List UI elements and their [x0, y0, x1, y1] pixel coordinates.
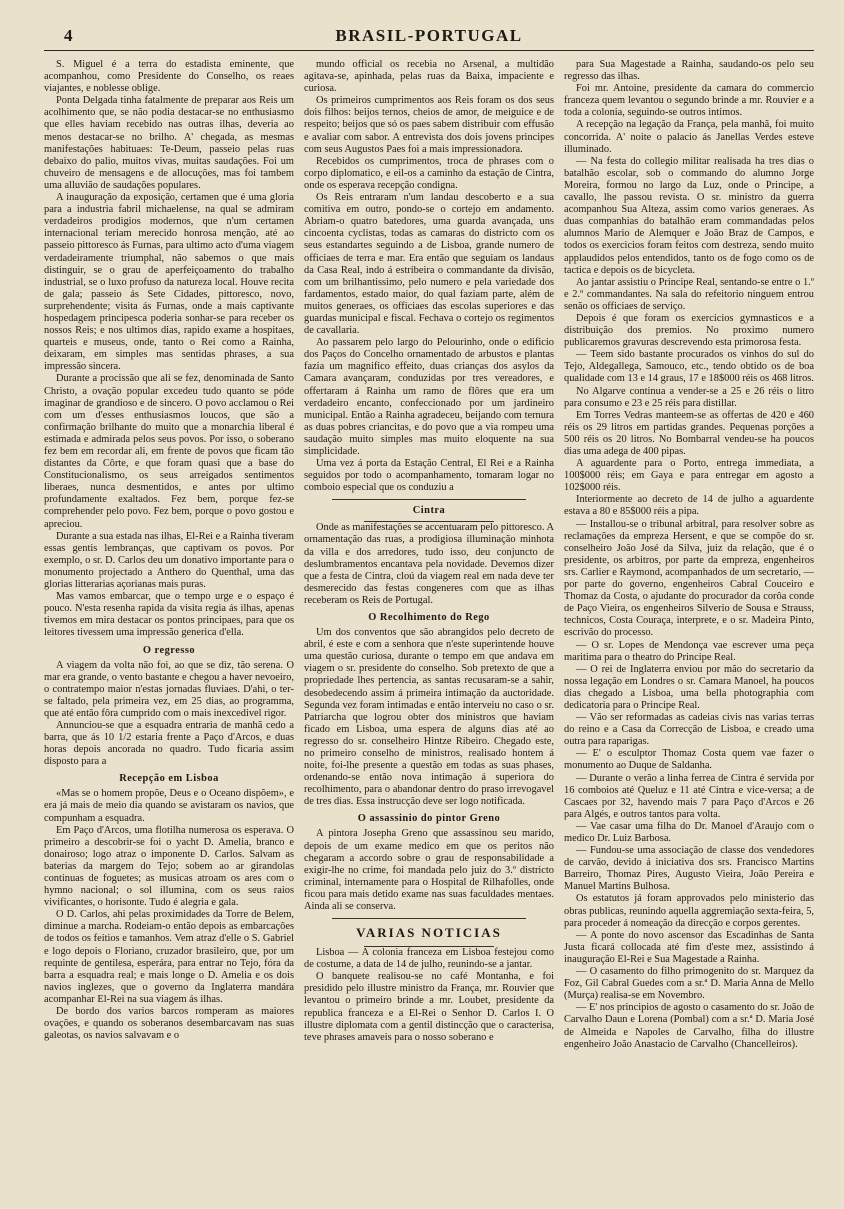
paragraph: De bordo dos varios barcos romperam as maiores ovações, e quando os soberanos desembarcavam nas suas galeotas, os navios salvavam e o — [44, 1006, 294, 1042]
paragraph: A pintora Josepha Greno que assassinou seu marido, depois de um exame medico em que os peritos não chegaram a accordo sobre o grau de responsabilidade a exigir-lhe no crime, foi mandada pelo juiz do 3.º districto criminal, internamente para o Hospital de Rilhafolles, onde ficou para mais detido exame nas suas faculdades mentaes. Ainda ali se conserva. — [304, 828, 554, 912]
paragraph: Interiormente ao decreto de 14 de julho a aguardente estava a 80 e 85$000 réis a pipa. — [564, 494, 814, 518]
paragraph: — Fundou-se uma associação de classe dos vendedores de carvão, devido á iniciativa dos srs. Francisco Martins Barreiro, Thomaz Pires, Augusto Vieira, João Pereira e Manuel Martins Bulhosa. — [564, 845, 814, 893]
column-1 — [44, 59, 294, 1209]
paragraph: A viagem da volta não foi, ao que se diz, tão serena. O mar era grande, o vento bastante e chegou a haver nevoeiro, o contratempo maior n'estas jornadas fluviaes. D'ahi, o ter-se faltado, pela primeira vez, em 25 dias, ao programma, que até então fôra cumprido com o mais inexcedivel rigor. — [44, 659, 294, 719]
paragraph: Os estatutos já foram approvados pelo ministerio das obras publicas, reunindo aquella aggremiação sexta-feira, 5, para proceder á nomeação da direcção e corpos gerentes. — [564, 893, 814, 929]
paragraph: Os primeiros cumprimentos aos Reis foram os dos seus dois filhos: beijos ternos, cheios de amor, de meiguice e de respeito; beijos que só os paes sabem distribuir com effusão e avaliar com sabor. A entrevista dos dois jovens principes com seus Augustos Paes foi a mais impressionadora. — [304, 95, 554, 155]
paragraph: Depois é que foram os exercicios gymnasticos e a distribuição dos premios. No proximo numero publicaremos gravuras descrevendo esta primorosa festa. — [564, 312, 814, 349]
paragraph: O D. Carlos, ahi pelas proximidades da Torre de Belem, diminue a marcha. Rodeiam-o então depois as embarcações de todos os feitios e tamanhos. Vem atraz d'elle o S. Gabriel e logo depois o Floriano, cruzador brasileiro, que, por um requinte de gentilesa, esperára, para entrar no Tejo, fóra da barra a esquadra real; e mais longe o D. Amelia e os dois navios inglezes, que o governo da Inglaterra mandára acompanhar El-Rei na sua viagem ás ilhas. — [44, 909, 294, 1005]
paragraph: Ao jantar assistiu o Principe Real, sentando-se entre o 1.º e 2.º commandantes. Na sala do refeitorio ninguem entrou senão os officiaes de serviço. — [564, 276, 814, 312]
paragraph: — Vão ser reformadas as cadeias civis nas varias terras do reino e a Casa da Correcção de Lisboa, e creado uma outra para raparigas. — [564, 712, 814, 748]
paragraph: Recebidos os cumprimentos, troca de phrases com o corpo diplomatico, e eil-os a caminho da estação de Cintra, onde os esperava recepção condigna. — [304, 155, 554, 191]
paragraph: Ponta Delgada tinha fatalmente de preparar aos Reis um acolhimento que, se não podia destacar-se no enthusiasmo que elles haviam recebido nas outras ilhas, deveria ao menos destacar-se no brilho. A' chegada, as mesmas manifestações habituaes: Te-Deum, passeio pelas ruas debaixo do palio, muitos vivas, muitas saudações. Foi um chuveiro de mensagens e de allocuções, mas foi tambem uma alluvião de saudações populares. — [44, 95, 294, 191]
paragraph: — Installou-se o tribunal arbitral, para resolver sobre as reclamações da empreza Hersent, e que se compõe do sr. conselheiro João José da Silva, juiz da relação, que é o presidente, os arbitros, por parte da empreza, engenheiros srs. Carlier e Raymond, acompanhados de um secretario, — por parte do governo, engenheiros Cabral Couceiro e Thomaz da Costa, o ajudante do procurador da corôa conde de Paço Vieira, os engenheiros Silverio de Sousa e Strauss, technicos, Costa Couraça, interprete, e o sr. Madeira Pinto, escrivão do processo. — [564, 518, 814, 639]
paragraph: Um dos conventos que são abrangidos pelo decreto de abril, é este e com a senhora que n'este superintende houve uma questão curiosa, durante o tempo em que andava em viagem o sr. presidente do conselho. Sob pretexto de que a propriedade lhes pertencia, as santas recusaram-se a sahir, desobedecendo assim á primeira intimação da auctoridade. Segunda vez foram intimadas e então interveiu no caso o sr. Patriarcha que logrou obter dos ministros que haviam ficado em Lisboa, uma espera de alguns dias até ao regresso do sr. conselheiro Hintze Ribeiro. Chegado este, no primeiro conselho de ministros, realisado hontem á noite, foi-lhe presente a questão em todas as suas phases, ordenando-se então nova intimação á superiora do recolhimento, para o abandonar dentro do praso irrevogavel de tres dias. Essa instrucção deve ser logo notificada. — [304, 627, 554, 808]
paragraph: Foi mr. Antoine, presidente da camara do commercio franceza quem levantou o segundo brinde a mr. Rouvier e a toda a colonia, seguindo-se outros intimos. — [564, 83, 814, 119]
paragraph: Ao passarem pelo largo do Pelourinho, onde o edificio dos Paços do Concelho ornamentado de arbustos e plantas fazia um magnifico effeito, duas crianças dos asylos da Camara avançaram, conduzidas por tres vereadores, e offertaram á Rainha um ramo de flôres que era um verdadeiro encanto, confeccionado por um jardineiro municipal. Então a Rainha agradeceu, beijando com ternura as duas pobres criancitas, e do povo que a via rompeu uma saudação muito simples mas muito eloquente na sua simplicidade. — [304, 337, 554, 457]
paragraph: O banquete realisou-se no café Montanha, e foi presidido pelo illustre ministro da França, mr. Rouvier que levantou o primeiro brinde a mr. Loubet, presidente da republica franceza e a El-Rei o Senhor D. Carlos I. O illustre diplomata com a gentil distincção que o caracterisa, teve phrases amaveis para o nosso soberano e — [304, 971, 554, 1043]
paragraph: — Teem sido bastante procurados os vinhos do sul do Tejo, Aldegallega, Samouco, etc., tendo obtido os de boa qualidade com 13 e 14 graus, 17 e 18$000 réis os 468 litros. — [564, 349, 814, 385]
paragraph: mundo official os recebia no Arsenal, a multidão agitava-se, apinhada, pelas ruas da Baixa, impaciente e curiosa. — [304, 59, 554, 95]
paragraph: A recepção na legação da França, pela manhã, foi muito concorrida. A' noite o palacio ás Janellas Verdes esteve illuminado. — [564, 119, 814, 155]
page-number: 4 — [64, 26, 73, 45]
paragraph: — Vae casar uma filha do Dr. Manoel d'Araujo com o medico Dr. Luiz Barbosa. — [564, 820, 814, 844]
paragraph: Uma vez á porta da Estação Central, El Rei e a Rainha seguidos por todo o acompanhamento, tomaram logar no comboio especial que os conduziu a — [304, 458, 554, 494]
column-2 — [304, 59, 554, 1209]
section-heading-varias-noticias: VARIAS NOTICIAS — [356, 925, 502, 941]
paragraph: Durante a sua estada nas ilhas, El-Rei e a Rainha tiveram essas gentis lembranças, que captivam os povos. Por exemplo, o sr. D. Carlos deu um donativo importante para o monumento projectado a Anthero do Quenthal, uma das glorias litterarias açorianas mais puras. — [44, 530, 294, 591]
section-heading-recolhimento: O Recolhimento do Rego — [368, 612, 490, 624]
column-3 — [564, 59, 814, 1209]
section-heading-assassinio: O assassinio do pintor Greno — [357, 813, 501, 825]
paragraph: para Sua Magestade a Rainha, saudando-os pelo seu regresso das ilhas. — [564, 59, 814, 83]
section-heading-cintra: Cintra — [412, 505, 446, 517]
paragraph: Os Reis entraram n'um landau descoberto e a sua comitiva em outro, pondo-se o cortejo em andamento. Abriam-o quatro batedores, uma guarda avançada, uns cincoenta cyclistas, todas as camaras do districto com os seus estandartes seguindo a de Lisboa, grande numero de officiaes de terra e mar. Era então que seguiam os landaus da Casa Real, indo á estribeira o commandante da divisão, com um brilhantissimo, pelo numero e pela variedade dos fardamentos, estado maior, do qual faziam parte, além de muitos generaes, os officiaes das escolas superiores e das guardas municipal e fiscal. Fechava o cortejo os regimentos de cavallaria. — [304, 192, 554, 337]
paragraph: A inauguração da exposição, certamen que é uma gloria para a industria fabril michaelense, na qual se admiram verdadeiros prodigios modernos, que n'um certamen internacional teriam merecido honrosa menção, até ao passeio pittoresco ás Furnas, para ultimo acto d'uma viagem verdadeiramente triumphal, não sabemos o que mais distinguir, se o grau de aperfeiçoamento do trabalho industrial, se o luxo profuso da natureza local. Houve recita de gala; passeio ás Sete Cidades, pittoresco, novo, surprehendente; visita ás Furnas, onde a mais captivante hospedagem principesca poderia sonhar-se para receber os nossos Reis; e nos ultimos dias, rapido exame a hospitaes, quarteis e museus, onde, tanto o Rei como a Rainha, deixaram, em simples mas sentidas phrases, a sua impressão sincera. — [44, 192, 294, 373]
paragraph: A aguardente para o Porto, entrega immediata, a 100$000 réis; em Gaya e para entregar em agosto a 102$000 réis. — [564, 458, 814, 494]
paragraph: Onde as manifestações se accentuaram pelo pittoresco. A ornamentação das ruas, a prodigiosa illuminação minhota da villa e dos arredores, tudo isso, deu conjuncto de deslumbramentos encantava pela novidade. Devemos dizer que a festa de Cintra, cloú da viagem real em nada deve ter desmerecido das festas congeneres com que as ilhas receberam os Reis de Portugal. — [304, 522, 554, 606]
paragraph: — Na festa do collegio militar realisada ha tres dias o batalhão escolar, sob o commando do alumno Jorge Moreira, formou no largo da Luz, onde o Principe, a cavallo, lhe passou revista. O sr. ministro da guerra acompanhou Sua Alteza, assim como varios generaes. As duas companhias do batalhão eram commandadas pelos alumnos Mario de Alemquer e João Braz de Campos, e todos os exercicios foram feitos com destreza, sendo muito applaudidos pelos entendidos, tanto os de fogo como os de tactica e depois os de bicycleta. — [564, 155, 814, 276]
paragraph: Lisboa — A colonia franceza em Lisboa festejou como de costume, a data de 14 de julho, reunindo-se a jantar. — [304, 947, 554, 971]
paragraph: — E' nos principios de agosto o casamento do sr. João de Carvalho Daun e Lorena (Pombal) com a sr.ª D. Maria José de Almeida e Napoles de Carvalho, filha do illustre engenheiro João Anastacio de Carvalho (Chancelleiros). — [564, 1002, 814, 1050]
divider-rule — [332, 918, 526, 919]
paragraph: Em Torres Vedras manteem-se as offertas de 420 e 460 réis os 29 litros em partidas grandes. Pequenas porções a 500 réis os 20 litros. No Bombarral vendeu-se ha poucos dias uma adega de 400 pipas. — [564, 409, 814, 457]
paragraph: — O sr. Lopes de Mendonça vae escrever uma peça maritima para o theatro do Principe Real. — [564, 639, 814, 663]
paragraph: Mas vamos embarcar, que o tempo urge e o espaço é pouco. N'esta resenha rapida da visita regia ás ilhas, apenas tivemos em mira destacar os pontos principaes, para que os leitores tivessem uma impressão generica d'ella. — [44, 591, 294, 639]
paragraph: S. Miguel é a terra do estadista eminente, que acompanhou, como Presidente do Conselho, os reaes viajantes, e noblesse oblige. — [44, 59, 294, 95]
masthead-title: BRASIL-PORTUGAL — [335, 26, 523, 45]
paragraph: Durante a procissão que ali se fez, denominada de Santo Christo, a ovação popular excedeu tudo quanto se póde imaginar de grandioso e de sincero. O povo acclamou o Rei com um d'esses enthusiasmos loucos, que são a confirmação brilhante do muito que a monarchia liberal é estimada e admirada pelos seus povos. Por isso, o soberano fez bem em recordar ali, em frente de povos que ficam tão distantes da Côrte, e que foram quasi que a base do Constitucionalismo, os seus arreigados sentimentos liberaes, nunca desmentidos, e antes por ultimo profundamente exaltados. Fez bem, porque fez-se comprehender pelo povo. Fez bem, porque o povo gostou e apreciou. — [44, 373, 294, 530]
section-heading-recepcao: Recepção em Lisboa — [119, 773, 219, 785]
paragraph: — O rei de Inglaterra enviou por mão do secretario da nossa legação em Londres o sr. Camara Manoel, ha poucos dias chegado a Lisboa, uma bella photographia com dedicatoria para o Principe Real. — [564, 663, 814, 711]
text-columns — [44, 59, 814, 1209]
paragraph: Annunciou-se que a esquadra entraria de manhã cedo a barra, que ás 10 1/2 estaria frente a Paço d'Arcos, e duas horas depois ancorada no quadro. Tudo ficaria assim disposto para a — [44, 719, 294, 768]
paragraph: — Durante o verão a linha ferrea de Cintra é servida por 16 comboios até Queluz e 11 até Cintra e vice-versa; a de Cascaes por 32, havendo mais 7 para Paço d'Arcos e 26 para Algés, e outros tantos para volta. — [564, 772, 814, 820]
paragraph: No Algarve continua a vender-se a 25 e 26 réis o litro para consumo e 23 e 25 réis para distillar. — [564, 385, 814, 409]
section-heading-regresso: O regresso — [142, 644, 196, 656]
paragraph: — O casamento do filho primogenito do sr. Marquez da Foz, Gil Cabral Guedes com a sr.ª D. Maria Anna de Mello (Murça) realisa-se em Novembro. — [564, 966, 814, 1002]
paragraph: «Mas se o homem propõe, Deus e o Oceano dispõem», e era já mais de meio dia quando se avistaram os navios, que compunham a esquadra. — [44, 788, 294, 824]
divider-rule — [332, 499, 526, 500]
paragraph: Em Paço d'Arcos, uma flotilha numerosa os esperava. O primeiro a descobrir-se foi o yacht D. Amelia, branco e donairoso; logo atraz o imponente D. Carlos. Salvam as baterias da margem do Tejo; sobem ao ar girandolas continuas de foguetes; as musicas atroam os ares com o hymno nacional; o sol illumina, com os seus raios vivificantes, o horisonte. Tudo é alegria e gala. — [44, 824, 294, 909]
page-header — [44, 24, 814, 51]
paragraph: — A ponte do novo ascensor das Escadinhas de Santa Justa ficará collocada até fim d'este mez, assistindo á inauguração El-Rei e Sua Magestade a Rainha. — [564, 929, 814, 965]
paragraph: — E' o esculptor Thomaz Costa quem vae fazer o monumento ao Duque de Saldanha. — [564, 748, 814, 772]
